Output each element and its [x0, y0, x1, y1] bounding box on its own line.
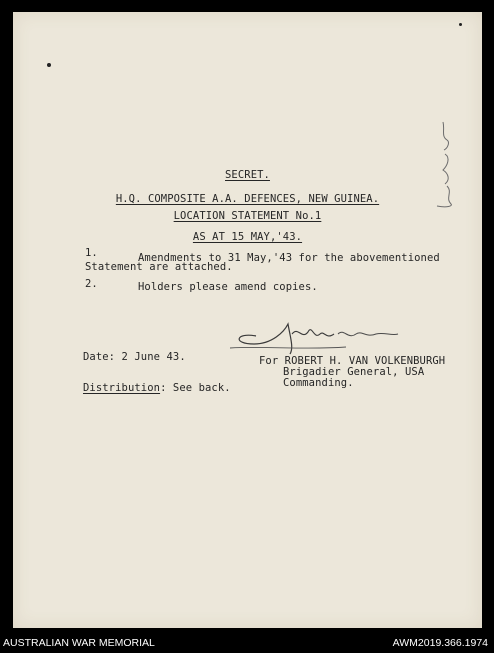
paragraph-1-number: 1.	[85, 247, 98, 259]
document-date: Date: 2 June 43.	[83, 351, 186, 363]
signature-line-3: Commanding.	[283, 377, 354, 389]
distribution-text: : See back.	[160, 382, 231, 394]
paragraph-1-line-2: Statement are attached.	[85, 261, 233, 273]
paper-mark	[459, 23, 462, 26]
footer-institution: AUSTRALIAN WAR MEMORIAL	[3, 637, 155, 649]
paragraph-2-number: 2.	[85, 278, 98, 290]
document-page	[13, 12, 482, 628]
paragraph-2-line-1: Holders please amend copies.	[138, 281, 318, 293]
signature-line-1: For ROBERT H. VAN VOLKENBURGH	[259, 355, 446, 367]
paper-mark	[47, 63, 51, 67]
distribution-label: Distribution	[83, 382, 161, 394]
distribution-line	[83, 382, 231, 394]
classification-heading: SECRET.	[225, 169, 270, 181]
footer-accession-number: AWM2019.366.1974	[392, 637, 488, 649]
document-title: LOCATION STATEMENT No.1	[173, 210, 322, 222]
unit-heading: H.Q. COMPOSITE A.A. DEFENCES, NEW GUINEA.	[115, 193, 380, 205]
signature-line-2: Brigadier General, USA	[283, 366, 425, 378]
as-at-date: AS AT 15 MAY,'43.	[192, 231, 303, 243]
signature-handwriting	[226, 310, 401, 358]
paragraph-1-line-1: Amendments to 31 May,'43 for the abovementioned	[138, 252, 440, 264]
